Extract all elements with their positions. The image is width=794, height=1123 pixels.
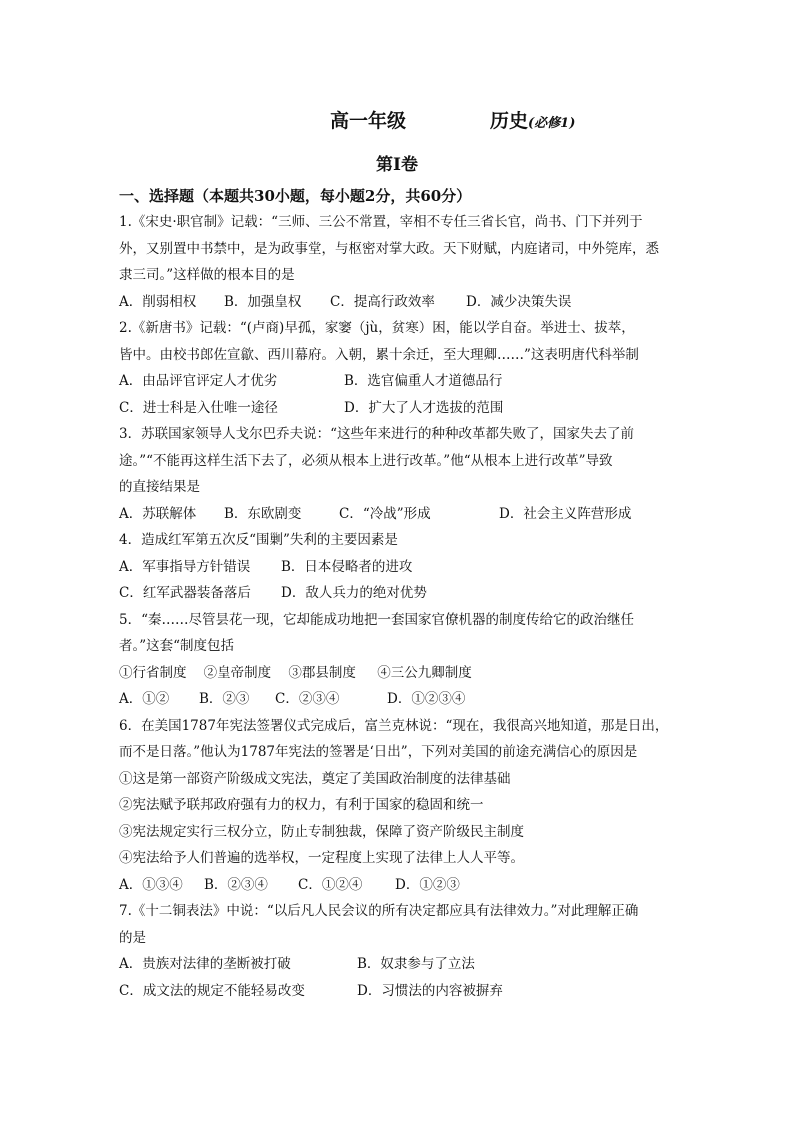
option-c: C．成文法的规定不能轻易改变 <box>119 982 305 999</box>
option-a: A．贵族对法律的垄断被打破 <box>119 956 291 972</box>
question-text-line: 皆中。由校书郎佐宣歙、西川幕府。入朝，累十余迁，至大理卿……”这表明唐代科举制 <box>119 346 639 363</box>
option-c: C．“冷战”形成 <box>339 505 431 522</box>
option-c: C．②③④ <box>275 691 340 707</box>
option-a: A．由品评官评定人才优劣 <box>119 373 278 389</box>
question-3 <box>119 421 679 527</box>
grade-title: 高一年级 <box>330 110 407 132</box>
option-a: A．军事指导方针错误 <box>119 558 251 575</box>
option-d: D．①②③ <box>395 876 460 893</box>
question-text-line: ①行省制度 ②皇帝制度 ③郡县制度 ④三公九卿制度 <box>119 664 472 681</box>
option-a: A．苏联解体 <box>119 505 197 522</box>
option-b: B．加强皇权 <box>224 293 302 310</box>
option-c: C．①②④ <box>298 876 363 893</box>
question-section <box>119 183 679 1004</box>
option-c: C．提高行政效率 <box>330 293 435 310</box>
option-b: B．②③ <box>199 691 250 707</box>
question-text-line: 2.《新唐书》记载：“(卢商)早孤，家窭（jù，贫寒）困，能以学自奋。举进士、拔萃， <box>119 320 635 336</box>
subject-note: (必修1) <box>528 116 576 131</box>
option-b: B．东欧剧变 <box>224 505 302 522</box>
question-4 <box>119 527 679 607</box>
option-d: D．扩大了人才选拔的范围 <box>344 399 504 416</box>
question-text-line: ①这是第一部资产阶级成文宪法，奠定了美国政治制度的法律基础 <box>119 770 511 787</box>
volume-title: 第Ⅰ卷 <box>376 155 418 175</box>
section-title: 一、选择题（本题共30小题，每小题2分，共60分） <box>119 187 472 205</box>
option-a: A．①③④ <box>119 876 183 893</box>
question-text-line: 外，又别置中书禁中，是为政事堂，与枢密对掌大政。天下财赋，内庭诸司，中外筦库，悉 <box>119 240 659 257</box>
option-c: C．进士科是入仕唯一途径 <box>119 399 278 416</box>
option-row <box>119 872 679 899</box>
option-row <box>119 580 679 607</box>
question-text-line: 而不是日落。”他认为1787年宪法的签署是‘日出”，下列对美国的前途充满信心的原因是 <box>119 744 638 760</box>
option-b: B．②③④ <box>204 876 268 893</box>
option-row <box>119 501 679 528</box>
subject-title <box>490 106 575 133</box>
option-row <box>119 368 679 395</box>
option-c: C．红军武器装备落后 <box>119 585 251 601</box>
option-a: A．①② <box>119 691 170 707</box>
option-d: D．减少决策失误 <box>466 293 572 310</box>
question-2 <box>119 315 679 421</box>
subject-name: 历史 <box>490 110 529 132</box>
question-text-line: 途。”“不能再这样生活下去了，必须从根本上进行改革。”他“从根本上进行改革”导致 <box>119 452 613 469</box>
question-text-line: 的是 <box>119 929 146 946</box>
question-text-line: 1.《宋史·职官制》记载：“三师、三公不常置，宰相不专任三省长官，尚书、门下并列于 <box>119 214 643 230</box>
question-text-line: 隶三司。”这样做的根本目的是 <box>119 267 295 283</box>
option-row <box>119 686 679 713</box>
question-text-line: ③宪法规定实行三权分立，防止专制独裁，保障了资产阶级民主制度 <box>119 823 524 840</box>
question-text-line: ④宪法给予人们普遍的选举权，一定程度上实现了法律上人人平等。 <box>119 850 524 866</box>
option-b: B．选官偏重人才道德品行 <box>344 373 503 389</box>
option-d: D．敌人兵力的绝对优势 <box>281 585 427 601</box>
question-7 <box>119 898 679 1004</box>
question-1 <box>119 209 679 315</box>
question-5 <box>119 607 679 713</box>
option-row <box>119 289 679 316</box>
option-d: D．①②③④ <box>387 691 466 707</box>
question-text-line: 6．在美国1787年宪法签署仪式完成后，富兰克林说：“现在，我很高兴地知道，那是日出， <box>119 717 669 734</box>
option-b: B．奴隶参与了立法 <box>357 956 475 972</box>
option-row <box>119 951 679 978</box>
question-text-line: 5．“秦……尽管昙花一现，它却能成功地把一套国家官僚机器的制度传给它的政治继任 <box>119 611 634 628</box>
question-text-line: 3．苏联国家领导人戈尔巴乔夫说：“这些年来进行的种种改革都失败了，国家失去了前 <box>119 426 634 442</box>
exam-header <box>0 106 794 132</box>
option-d: D．习惯法的内容被摒弃 <box>357 982 503 999</box>
option-row <box>119 395 679 422</box>
option-a: A．削弱相权 <box>119 293 197 310</box>
option-d: D．社会主义阵营形成 <box>499 505 632 522</box>
question-text-line: 者。”这套“制度包括 <box>119 638 235 654</box>
question-text-line: ②宪法赋予联邦政府强有力的权力，有利于国家的稳固和统一 <box>119 797 484 813</box>
option-row <box>119 554 679 581</box>
question-text-line: 7.《十二铜表法》中说：“以后凡人民会议的所有决定都应具有法律效力。”对此理解正确 <box>119 903 639 919</box>
question-text-line: 4．造成红军第五次反“围剿”失利的主要因素是 <box>119 532 398 548</box>
option-row <box>119 978 679 1005</box>
question-6 <box>119 713 679 899</box>
question-text-line: 的直接结果是 <box>119 479 200 495</box>
option-b: B．日本侵略者的进攻 <box>281 558 413 575</box>
